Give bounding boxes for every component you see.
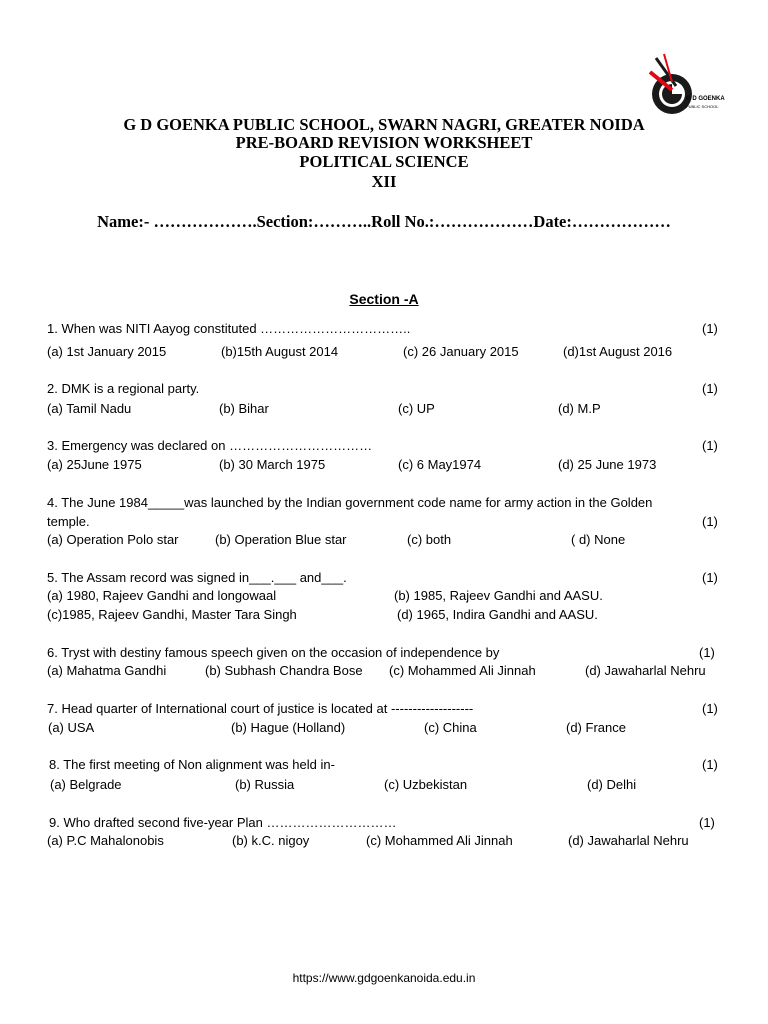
- school-title: G D GOENKA PUBLIC SCHOOL, SWARN NAGRI, GREATER NOIDA: [123, 115, 645, 134]
- q6-option-b: (b) Subhash Chandra Bose: [205, 663, 363, 678]
- question-2-marks: (1): [702, 381, 718, 396]
- worksheet-title: PRE-BOARD REVISION WORKSHEET: [235, 133, 533, 152]
- q5-option-b: (b) 1985, Rajeev Gandhi and AASU.: [394, 588, 603, 603]
- q4-option-b: (b) Operation Blue star: [215, 532, 347, 547]
- q8-option-b: (b) Russia: [235, 777, 295, 792]
- q8-option-d: (d) Delhi: [587, 777, 637, 792]
- footer-url[interactable]: https://www.gdgoenkanoida.edu.in: [292, 971, 476, 985]
- q5-option-d: (d) 1965, Indira Gandhi and AASU.: [397, 607, 598, 622]
- question-8: 8. The first meeting of Non alignment was held in-: [49, 757, 335, 772]
- question-2: 2. DMK is a regional party.: [47, 381, 200, 396]
- q6-option-d: (d) Jawaharlal Nehru: [585, 663, 706, 678]
- question-4-continued: temple.: [47, 514, 90, 529]
- question-8-marks: (1): [702, 757, 718, 772]
- question-3: 3. Emergency was declared on ……………………………: [47, 438, 373, 453]
- q1-option-d: (d)1st August 2016: [563, 344, 673, 359]
- question-3-marks: (1): [702, 438, 718, 453]
- q8-option-c: (c) Uzbekistan: [384, 777, 468, 792]
- q6-option-c: (c) Mohammed Ali Jinnah: [389, 663, 536, 678]
- question-4-marks: (1): [702, 514, 718, 529]
- q9-option-d: (d) Jawaharlal Nehru: [568, 833, 689, 848]
- q9-option-b: (b) k.C. nigoy: [232, 833, 310, 848]
- question-5: 5. The Assam record was signed in___.___ and___.: [47, 570, 347, 585]
- q9-option-c: (c) Mohammed Ali Jinnah: [366, 833, 513, 848]
- question-1: 1. When was NITI Aayog constituted ……………………………..: [47, 321, 411, 336]
- question-6-marks: (1): [699, 645, 715, 660]
- q2-option-a: (a) Tamil Nadu: [47, 401, 132, 416]
- question-5-marks: (1): [702, 570, 718, 585]
- q8-option-a: (a) Belgrade: [50, 777, 122, 792]
- question-9: 9. Who drafted second five-year Plan …………………………: [49, 815, 397, 830]
- q2-option-c: (c) UP: [398, 401, 435, 416]
- q2-option-b: (b) Bihar: [219, 401, 269, 416]
- question-4: 4. The June 1984_____was launched by the Indian government code name for army action in the Golden: [47, 495, 653, 510]
- q4-option-d: ( d) None: [571, 532, 626, 547]
- q1-option-c: (c) 26 January 2015: [403, 344, 519, 359]
- student-details-line: Name:- ……………….Section:………..Roll No.:………………Date:………………: [97, 212, 671, 231]
- question-6: 6. Tryst with destiny famous speech given on the occasion of independence by: [47, 645, 500, 660]
- q4-option-c: (c) both: [407, 532, 452, 547]
- q2-option-d: (d) M.P: [558, 401, 601, 416]
- q5-option-c: (c)1985, Rajeev Gandhi, Master Tara Singh: [47, 607, 297, 622]
- logo-text: G D GOENKA: [686, 96, 725, 102]
- q3-option-a: (a) 25June 1975: [47, 457, 142, 472]
- logo-subtext: PUBLIC SCHOOL: [686, 104, 719, 109]
- q3-option-c: (c) 6 May1974: [398, 457, 482, 472]
- class-title: XII: [371, 172, 397, 191]
- question-9-marks: (1): [699, 815, 715, 830]
- q1-option-a: (a) 1st January 2015: [47, 344, 167, 359]
- q6-option-a: (a) Mahatma Gandhi: [47, 663, 167, 678]
- question-7-marks: (1): [702, 701, 718, 716]
- q7-option-c: (c) China: [424, 720, 477, 735]
- question-7: 7. Head quarter of International court of justice is located at -------------------: [47, 701, 474, 716]
- q3-option-d: (d) 25 June 1973: [558, 457, 657, 472]
- section-title: Section -A: [349, 291, 419, 307]
- q9-option-a: (a) P.C Mahalonobis: [47, 833, 164, 848]
- q7-option-a: (a) USA: [48, 720, 95, 735]
- q1-option-b: (b)15th August 2014: [221, 344, 339, 359]
- question-1-marks: (1): [702, 321, 718, 336]
- q7-option-d: (d) France: [566, 720, 626, 735]
- subject-title: POLITICAL SCIENCE: [299, 152, 469, 171]
- q7-option-b: (b) Hague (Holland): [231, 720, 346, 735]
- q4-option-a: (a) Operation Polo star: [47, 532, 179, 547]
- q3-option-b: (b) 30 March 1975: [219, 457, 326, 472]
- q5-option-a: (a) 1980, Rajeev Gandhi and longowaal: [47, 588, 277, 603]
